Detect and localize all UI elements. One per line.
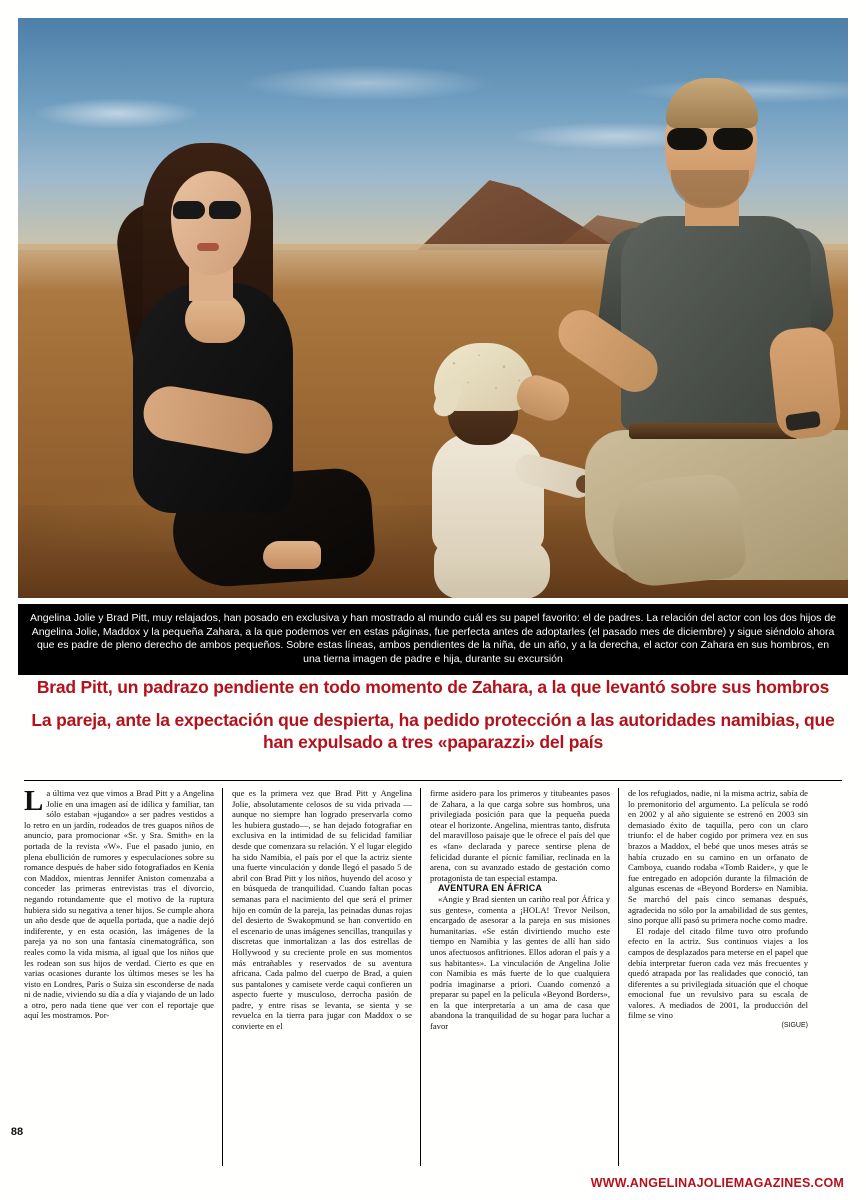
dropcap: L [24,785,44,817]
article-column-2 [222,788,420,1166]
watermark: WWW.ANGELINAJOLIEMAGAZINES.COM [590,1176,844,1190]
photo-caption-text: Angelina Jolie y Brad Pitt, muy relajados, han posado en exclusiva y han mostrado al mundo cuál es su papel favorito: el de padres. La relación del actor con los dos hijos de Angelina Jolie, Maddox y la pequeña Zahara, a la que podemos ver en estas páginas, fue perfecta antes de adoptarles (el pasado mes de diciembre) y sigue siéndolo ahora que es padre de pleno derecho de ambos pequeños. Sobre estas líneas, ambos pendientes de la niña, de un año, y a la derecha, el actor con Zahara en sus hombros, en una tierna imagen de padre e hija, durante su excursión [29,612,837,665]
article-body [24,785,842,1166]
page-number: 88 [10,1126,24,1138]
headline-block [18,676,848,753]
sunglasses-icon [665,128,757,152]
continuation-marker: (SIGUE) [781,1022,808,1030]
paragraph: que es la primera vez que Brad Pitt y Angelina Jolie, absolutamente celosos de su vida privada —aunque no siempre han logrado preservarla como les hubiera gustado—, se han dejado fotografiar en exclusiva en la intimidad de su felicidad familiar desde que comenzara su relación. Y el lugar elegido ha sido Namibia, el país por el que la actriz siente una fuerte vinculación y donde llegó el pasado 5 de abril con Brad Pitt y los niños, huyendo del acoso y en búsqueda de tranquilidad. Cuando faltan pocas semanas para el nacimiento del que será el primer hijo en común de la pareja, las peinadas dunas rojas del desierto de Swakopmund se han convertido en el escenario de unas imágenes sencillas, tranquilas y discretas que inmortalizan a las dos estrellas de Hollywood y su creciente prole en sus momentos más entrañables y reservados de su aventura africana. Cada palmo del cuerpo de Brad, a quien sus pantalones y camisete verde caqui confieren un aspecto fuerte y musculoso, derrocha pasión de padre, y entre risas se levanta, se sienta y se revuelca en la tierra para jugar con Maddox o se convierte en el [232,788,412,1032]
headline-primary: Brad Pitt, un padrazo pendiente en todo momento de Zahara, a la que levantó sobre sus hombros [36,677,830,697]
article-top-rule [24,780,842,781]
figure-brad-pitt [573,78,848,598]
photo-caption [18,604,848,675]
figure-angelina-jolie [113,143,373,598]
baby-outfit [432,433,544,553]
paragraph: de los refugiados, nadie, ni la misma actriz, sabía de lo premonitorio del argumento. La película se rodó en 2002 y al año siguiente se estrenó en 2003 sin demasiado éxito de taquilla, pero con un claro triunfo: el de haber cogido por primera vez en sus brazos a Maddox, el bebé que unos meses atrás se había cruzado en su camino en un orfanato de Camboya, cuando rodaba «Tomb Raider», y que le fue entregado en adopción durante la filmación de algunas escenas de «Beyond Borders» en Namibia. Se marchó del país cinco semanas después, agradecida no sólo por la amabilidad de sus gentes, sino porque allí pasó su primera noche como madre. [628,788,808,926]
main-photograph [18,18,848,598]
woman-lips [197,243,219,251]
paragraph [24,785,214,1021]
man-belt [629,423,799,439]
woman-face [171,171,251,275]
woman-foot [263,541,321,569]
section-subheading: AVENTURA EN ÁFRICA [438,883,543,894]
article-column-4 [618,788,816,1166]
sunglasses-icon [173,201,247,220]
article-column-3 [420,788,618,1166]
paragraph: El rodaje del citado filme tuvo otro profundo efecto en la actriz. Sus continuos viajes a los campos de desplazados para meterse en el papel que debía interpretar fueron cada vez más frecuentes y quedó atrapada por las realidades que conoció, tan diferentes a su privilegiada situación que el choque emocional fue un revulsivo para su escala de valores. A mediados de 2001, la producción del filme se vino [628,925,808,1021]
article-column-1 [24,785,222,1166]
paragraph: firme asidero para los primeros y titubeantes pasos de Zahara, a la que carga sobre sus hombros, una privilegiada posición para que la pequeña pueda otear el horizonte. Angelina, mientras tanto, disfruta del maravilloso paisaje que le ofrece el país del que es «fan» declarada y parece sentirse plena de felicidad durante el pícnic familiar, reclinada en la arena, con su avanzado estado de gestación como protagonista de tan especial estampa. [430,788,610,883]
man-hair [666,78,758,128]
figure-zahara [418,343,598,598]
paragraph-text: a última vez que vimos a Brad Pitt y a Angelina Jolie en una imagen así de idílica y familiar, tan sólo estaban «jugando» a ser padres vestidos a lo retro en un jardín, rodeados de tres guapos niños de anuncio, para promocionar «Sr. y Sra. Smith» en la portada de la revista «W». Fue el pasado junio, en plena ebullición de rumores y especulaciones sobre su romance después de haber sido fotografiados en Kenia con Maddox, mientras Jennifer Aniston comenzaba a conceder las primeras entrevistas tras el divorcio, negando rotundamente que el motivo de la ruptura hubiera sido su negativa a tener hijos. Se cumple ahora un año desde que de aquella portada, que a nadie dejó indiferente, y en esta ocasión, las imágenes de la pareja ya no son una fantasía cinematográfica, son reales como la vida misma, al igual que los niños que les rodean son sus hijos de verdad. Cierto es que en varias ocasiones durante los últimos meses se les ha visto en Londres, París o Suiza sin esconderse de nada ni de nadie, viviendo su día a día y viajando de un lado a otro, pero nada tiene que ver con el reportaje que aquí les mostramos. Por- [24,788,214,1021]
headline-secondary: La pareja, ante la expectación que despierta, ha pedido protección a las autoridades namibias, que han expulsado a tres «paparazzi» del país [31,710,835,752]
paragraph: «Angie y Brad sienten un cariño real por África y sus gentes», comenta a ¡HOLA! Trevor Neilson, encargado de asesorar a la pareja en sus misiones humanitarias. «Se están divirtiendo mucho este tiempo en Namibia y las gentes de allí han sido unos afectuosos anfitriones. Ellos adoran el país y a sus habitantes». La vinculación de Angelina Jolie con Namibia es más fuerte de lo que cualquiera podría imaginarse a priori. Cuando comenzó a preparar su papel en la película «Beyond Borders», en la que interpretaría a un ama de casa que abandona la tranquilidad de su hogar para luchar a favor [430,893,610,1032]
